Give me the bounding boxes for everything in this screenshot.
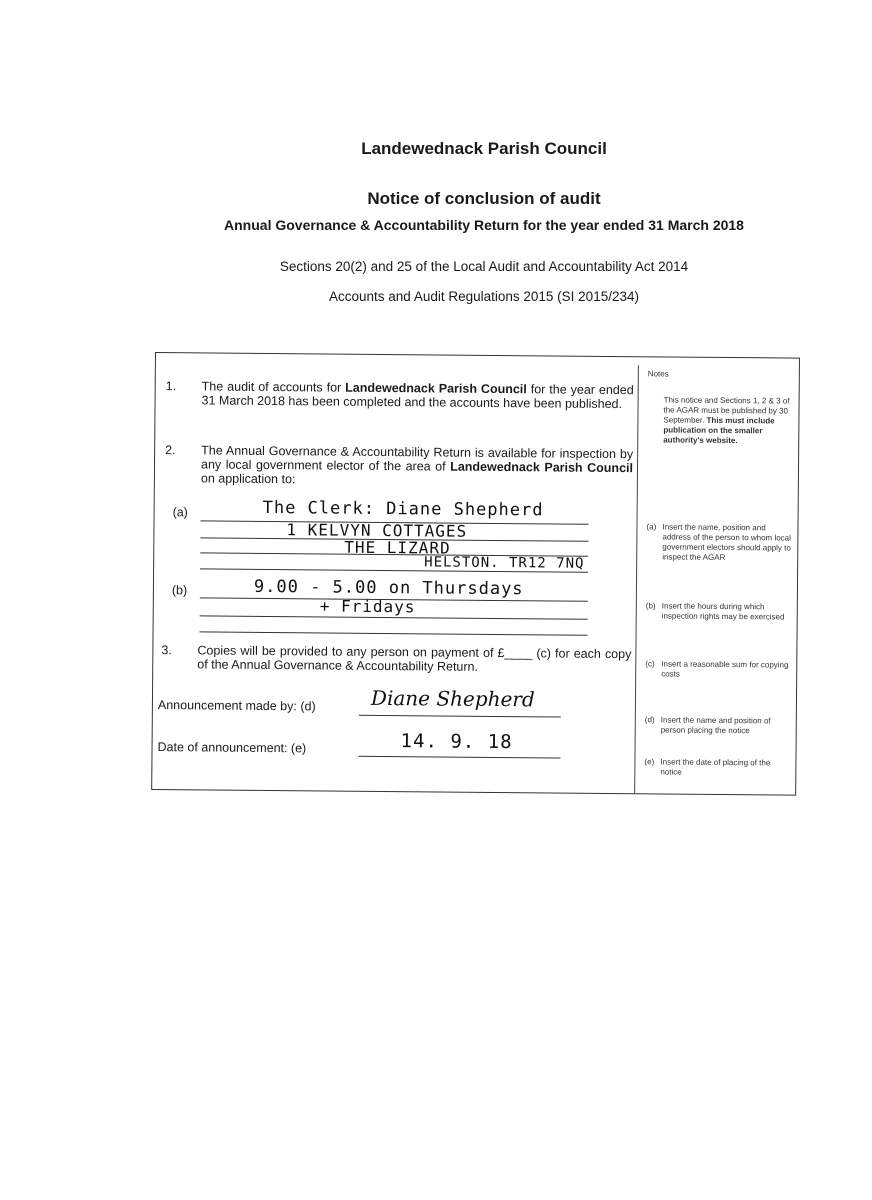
note-e-text: Insert the date of placing of the notice xyxy=(660,757,771,777)
item-1-council: Landewednack Parish Council xyxy=(345,380,527,397)
note-c-text: Insert a reasonable sum for copying costs xyxy=(661,659,789,679)
note-c-tag: (c) xyxy=(645,659,655,669)
legislation-sections: Sections 20(2) and 25 of the Local Audit and Accountability Act 2014 xyxy=(279,259,689,274)
notes-intro-bold: This must include publication on the smaller authority's website. xyxy=(663,415,775,446)
item-1-text-pre: The audit of accounts for xyxy=(201,379,346,395)
field-b-line-2: + Fridays xyxy=(319,596,416,617)
field-a-line-1: The Clerk: Diane Shepherd xyxy=(262,497,544,521)
notice-form-box xyxy=(151,352,800,796)
announcement-signature: Diane Shepherd xyxy=(370,685,535,712)
note-b xyxy=(646,601,794,622)
announcement-label: Announcement made by: (d) xyxy=(157,698,316,714)
council-name: Landewednack Parish Council xyxy=(361,139,607,158)
note-a xyxy=(646,522,794,563)
note-c xyxy=(645,659,793,680)
note-d-text: Insert the name and position of person placing the notice xyxy=(660,715,771,736)
field-a-line-2: 1 KELVYN COTTAGES xyxy=(286,520,468,541)
note-e xyxy=(644,757,792,778)
item-3-number: 3. xyxy=(161,643,172,658)
field-a-label: (a) xyxy=(172,505,188,520)
date-rule xyxy=(358,756,560,759)
notice-title: Notice of conclusion of audit xyxy=(367,189,601,208)
item-3-text: Copies will be provided to any person on payment of £____ (c) for each copy of the Annual Governance & Accountability Return. xyxy=(197,643,632,674)
notes-title: Notes xyxy=(647,369,669,379)
announcement-rule xyxy=(359,715,561,718)
field-a-line-3: THE LIZARD xyxy=(344,537,451,558)
item-1-number: 1. xyxy=(165,379,177,394)
note-d xyxy=(645,715,793,736)
date-value: 14. 9. 18 xyxy=(400,730,513,754)
field-b-line-1: 9.00 - 5.00 on Thursdays xyxy=(253,576,524,600)
notes-intro-text: This notice and Sections 1, 2 & 3 of the AGAR must be published by 30 September. xyxy=(663,395,790,425)
date-label: Date of announcement: (e) xyxy=(157,740,307,756)
field-a-line-4: HELSTON. TR12 7NQ xyxy=(424,554,585,572)
item-2-text-post: on application to: xyxy=(200,471,296,487)
note-e-tag: (e) xyxy=(644,757,655,767)
notice-subtitle: Annual Governance & Accountability Return for the year ended 31 March 2018 xyxy=(224,217,744,233)
notes-divider xyxy=(634,365,639,793)
note-b-text: Insert the hours during which inspection rights may be exercised xyxy=(661,601,785,622)
note-d-tag: (d) xyxy=(644,715,655,725)
note-b-tag: (b) xyxy=(645,601,656,611)
item-2-council: Landewednack Parish Council xyxy=(450,459,634,476)
note-a-text: Insert the name, position and address of the person to whom local government electors should apply to inspect the AGAR xyxy=(662,522,791,562)
notes-intro xyxy=(663,395,791,446)
item-2-number: 2. xyxy=(165,443,176,458)
note-a-tag: (a) xyxy=(646,522,657,532)
field-b-rule-3 xyxy=(200,631,588,635)
item-2-text-pre: The Annual Governance & Accountability Return is available for inspection by any local government elector of the area of xyxy=(200,443,634,474)
item-1-text-post: for the year ended 31 March 2018 has been completed and the accounts have been published. xyxy=(201,382,634,412)
item-1-text xyxy=(202,379,634,411)
field-b-label: (b) xyxy=(171,583,188,598)
item-2-text xyxy=(201,443,633,489)
legislation-regulations: Accounts and Audit Regulations 2015 (SI 2015/234) xyxy=(329,289,639,304)
